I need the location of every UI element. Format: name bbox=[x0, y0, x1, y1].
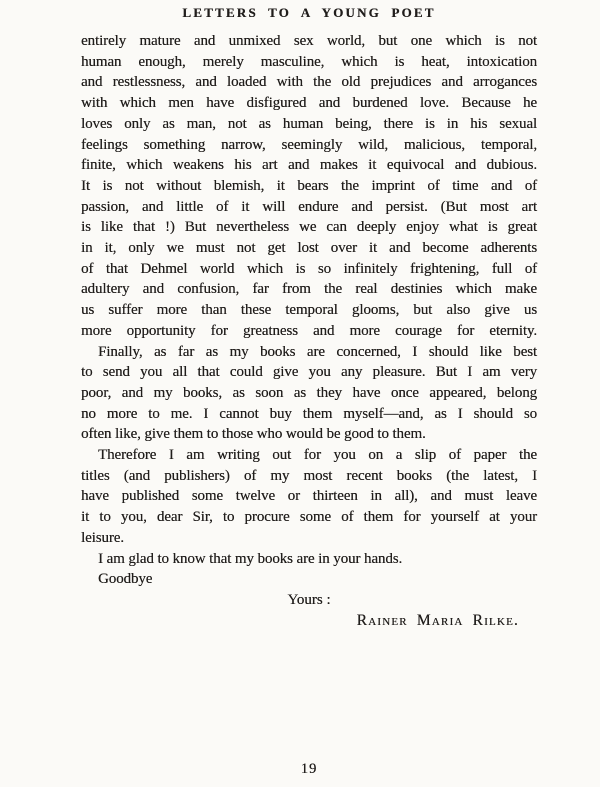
text-line: loves only as man, not as human being, there is in his sexual bbox=[81, 115, 537, 132]
signature: Rainer Maria Rilke. bbox=[356, 611, 519, 629]
text-line: feelings something narrow, seemingly wild, malicious, temporal, bbox=[81, 136, 537, 153]
text-column bbox=[81, 31, 537, 631]
text-line: Goodbye bbox=[98, 571, 153, 588]
text-line: us suffer more than these temporal glooms, but also give us bbox=[81, 302, 537, 319]
text-line: in it, only we must not get lost over it and become adherents bbox=[81, 240, 537, 257]
text-line: Finally, as far as my books are concerned, I should like best bbox=[98, 343, 537, 360]
valediction: Yours : bbox=[287, 591, 331, 608]
text-line: with which men have disfigured and burdened love. Because he bbox=[81, 95, 537, 112]
text-line: human enough, merely masculine, which is heat, intoxication bbox=[81, 53, 537, 70]
text-line: Therefore I am writing out for you on a slip of paper the bbox=[98, 447, 537, 464]
text-line: often like, give them to those who would be good to them. bbox=[81, 426, 426, 443]
text-line: I am glad to know that my books are in your hands. bbox=[98, 550, 403, 567]
page-number: 19 bbox=[300, 761, 318, 777]
text-line: and restlessness, and loaded with the old prejudices and arrogances bbox=[81, 74, 537, 91]
running-header: LETTERS TO A YOUNG POET bbox=[182, 5, 436, 20]
text-line: of that Dehmel world which is so infinitely frightening, full of bbox=[81, 260, 537, 277]
letter-body bbox=[81, 31, 537, 590]
text-line: is like that !) But nevertheless we can deeply enjoy what is great bbox=[81, 219, 537, 236]
text-line: passion, and little of it will endure and persist. (But most art bbox=[81, 198, 537, 215]
text-line: poor, and my books, as soon as they have once appeared, belong bbox=[81, 384, 537, 401]
text-line: no more to me. I cannot buy them myself—and, as I should so bbox=[81, 405, 537, 422]
text-line: have published some twelve or thirteen in all), and must leave bbox=[81, 488, 537, 505]
text-line: It is not without blemish, it bears the imprint of time and of bbox=[81, 177, 537, 194]
text-line: it to you, dear Sir, to procure some of them for yourself at your bbox=[81, 509, 537, 526]
text-line: entirely mature and unmixed sex world, but one which is not bbox=[81, 33, 537, 49]
text-line: to send you all that could give you any pleasure. But I am very bbox=[81, 364, 537, 381]
text-line: adultery and confusion, far from the real destinies which make bbox=[81, 281, 537, 298]
text-line: finite, which weakens his art and makes it equivocal and dubious. bbox=[81, 157, 537, 174]
text-line: leisure. bbox=[81, 529, 124, 546]
text-line: titles (and publishers) of my most recent books (the latest, I bbox=[81, 467, 537, 484]
text-line: more opportunity for greatness and more courage for eternity. bbox=[81, 322, 537, 339]
